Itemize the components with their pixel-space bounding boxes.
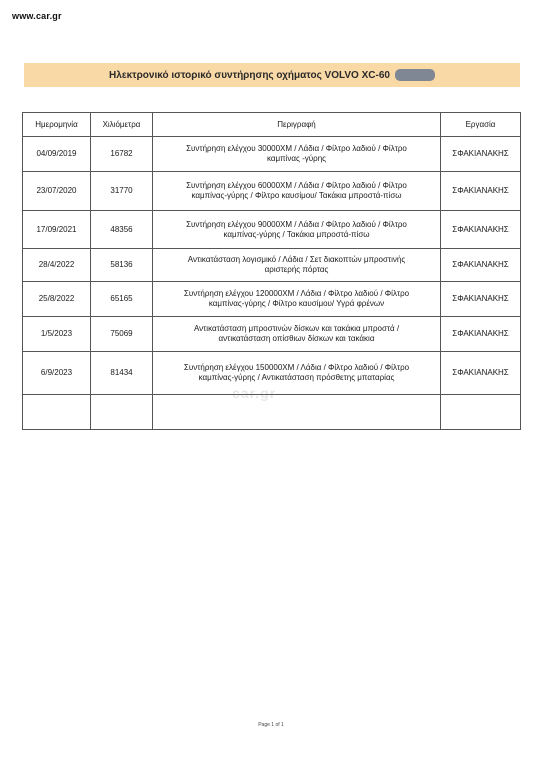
cell-description [153, 172, 441, 211]
cell-date: 1/5/2023 [23, 317, 91, 352]
header-km: Χιλιόμετρα [91, 113, 153, 137]
cell-km: 16782 [91, 137, 153, 172]
cell-workshop: ΣΦΑΚΙΑΝΑΚΗΣ [441, 249, 521, 282]
cell-workshop: ΣΦΑΚΙΑΝΑΚΗΣ [441, 137, 521, 172]
car-gr-watermark: car.gr [232, 385, 277, 401]
cell-workshop: ΣΦΑΚΙΑΝΑΚΗΣ [441, 352, 521, 395]
description-line: Συντήρηση ελέγχου 150000ΧΜ / Λάδια / Φίλτρο λαδιού / Φίλτρο [183, 363, 410, 372]
table-row [23, 172, 521, 211]
description-line: Αντικατάσταση μπροστινών δίσκων και τακάκια μπροστά / [193, 324, 400, 333]
description-line: Συντήρηση ελέγχου 120000ΧΜ / Λάδια / Φίλτρο λαδιού / Φίλτρο [183, 289, 410, 298]
description-line: Συντήρηση ελέγχου 90000ΧΜ / Λάδια / Φίλτρο λαδιού / Φίλτρο [186, 219, 407, 229]
description-line: Αντικατάσταση λογισμικό / Λάδια / Σετ διακοπτών μπροστινής [187, 255, 406, 264]
redaction-block [395, 69, 435, 81]
description-line: καμπίνας-γύρης / Φίλτρο καυσίμου/ Υγρά φρένων [208, 299, 385, 308]
description-line: Συντήρηση ελέγχου 60000ΧΜ / Λάδια / Φίλτρο λαδιού / Φίλτρο [186, 181, 407, 190]
cell-description [153, 352, 441, 395]
description-line: καμπίνας-γύρης / Φίλτρο καυσίμου/ Τακάκια μπροστά-πίσω [191, 191, 402, 200]
table-row [23, 249, 521, 282]
cell-date: 28/4/2022 [23, 249, 91, 282]
cell-workshop: ΣΦΑΚΙΑΝΑΚΗΣ [441, 282, 521, 317]
table-row [23, 137, 521, 172]
cell-km: 31770 [91, 172, 153, 211]
description-line: Συντήρηση ελέγχου 30000ΧΜ / Λάδια / Φίλτρο λαδιού / Φίλτρο [186, 144, 407, 153]
cell-description [153, 249, 441, 282]
page-footer: Page 1 of 1 [258, 722, 284, 728]
document-title: Ηλεκτρονικό ιστορικό συντήρησης οχήματος VOLVO XC-60 [109, 69, 390, 81]
table-row [23, 282, 521, 317]
cell-km: 75069 [91, 317, 153, 352]
description-line: καμπίνας -γύρης [266, 154, 327, 163]
cell-date: 17/09/2021 [23, 211, 91, 249]
description-line: αριστερής πόρτας [264, 265, 329, 274]
cell-km: 48356 [91, 211, 153, 249]
cell-workshop: ΣΦΑΚΙΑΝΑΚΗΣ [441, 172, 521, 211]
table-row [23, 317, 521, 352]
cell-description [153, 317, 441, 352]
header-workshop: Εργασία [441, 113, 521, 137]
cell-date: 04/09/2019 [23, 137, 91, 172]
cell-empty [441, 395, 521, 430]
description-line: αντικατάσταση οπίσθιων δίσκων και τακάκια [218, 334, 375, 343]
table-row [23, 211, 521, 249]
cell-empty [23, 395, 91, 430]
document-title-bar [24, 63, 520, 87]
cell-empty [91, 395, 153, 430]
cell-km: 58136 [91, 249, 153, 282]
description-line: καμπίνας-γύρης / Αντικατάσταση πρόσθετης μπαταρίας [198, 373, 395, 382]
cell-description [153, 282, 441, 317]
maintenance-table [22, 112, 521, 430]
header-date: Ημερομηνία [23, 113, 91, 137]
cell-workshop: ΣΦΑΚΙΑΝΑΚΗΣ [441, 211, 521, 249]
cell-km: 65165 [91, 282, 153, 317]
cell-date: 25/8/2022 [23, 282, 91, 317]
site-watermark: www.car.gr [12, 11, 62, 21]
cell-description [153, 137, 441, 172]
header-description: Περιγραφή [153, 113, 441, 137]
table-header-row [23, 113, 521, 137]
cell-date: 23/07/2020 [23, 172, 91, 211]
cell-description [153, 211, 441, 249]
cell-empty [153, 395, 441, 430]
cell-km: 81434 [91, 352, 153, 395]
description-line: καμπίνας-γύρης / Τακάκια μπροστά-πίσω [223, 229, 370, 239]
cell-date: 6/9/2023 [23, 352, 91, 395]
cell-workshop: ΣΦΑΚΙΑΝΑΚΗΣ [441, 317, 521, 352]
